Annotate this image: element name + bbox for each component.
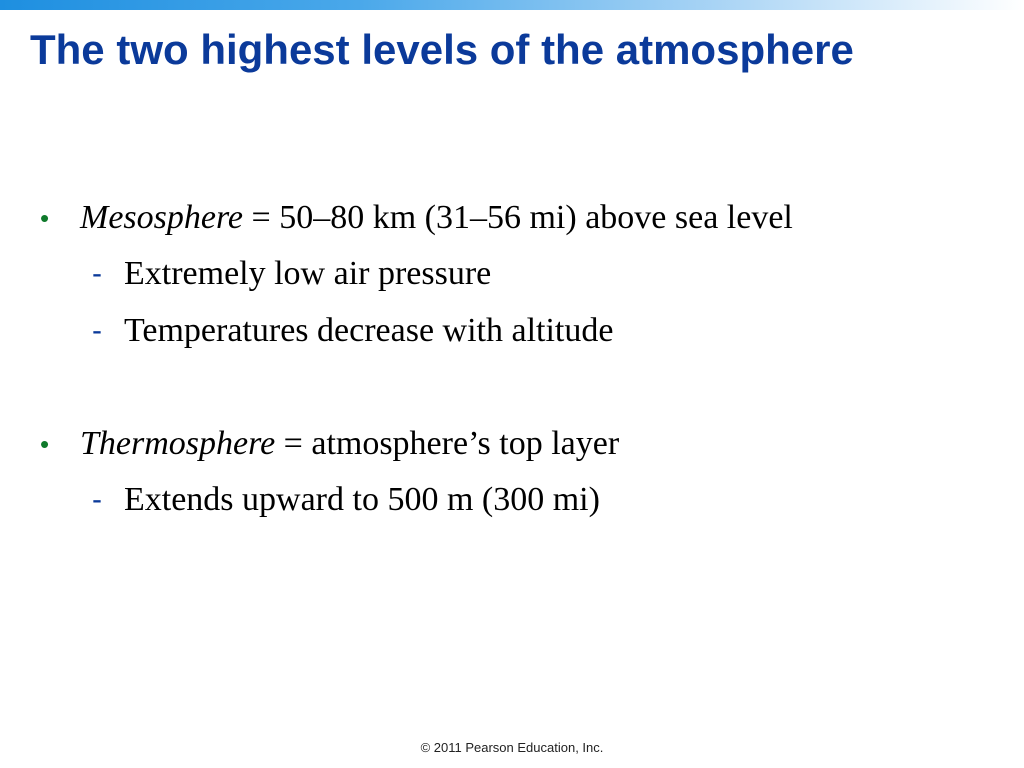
bullet-thermosphere (0, 419, 1000, 469)
copyright-footer: © 2011 Pearson Education, Inc. (420, 740, 604, 755)
bullet-text (80, 193, 793, 243)
slide-title: The two highest levels of the atmosphere (30, 26, 854, 73)
bullet-dot-icon: • (40, 203, 50, 233)
dash-icon: - (92, 257, 102, 290)
sub-bullet-text: Extends upward to 500 m (300 mi) (124, 481, 600, 518)
dash-icon: - (92, 483, 102, 516)
sub-bullet (0, 475, 1000, 525)
sub-bullet-text: Temperatures decrease with altitude (124, 312, 614, 349)
bullet-text (80, 419, 619, 469)
bullet-term: Mesosphere (80, 199, 244, 236)
top-accent-bar (0, 0, 1024, 10)
bullet-term: Thermosphere (80, 425, 276, 462)
bullet-definition: = 50–80 km (31–56 mi) above sea level (243, 199, 793, 236)
bullet-dot-icon: • (40, 429, 50, 459)
sub-bullet (0, 249, 1000, 299)
dash-icon: - (92, 314, 102, 347)
bullet-mesosphere (0, 193, 1000, 243)
sub-bullet-text: Extremely low air pressure (124, 255, 492, 292)
sub-bullet (0, 306, 1000, 356)
bullet-definition: = atmosphere’s top layer (275, 425, 620, 462)
